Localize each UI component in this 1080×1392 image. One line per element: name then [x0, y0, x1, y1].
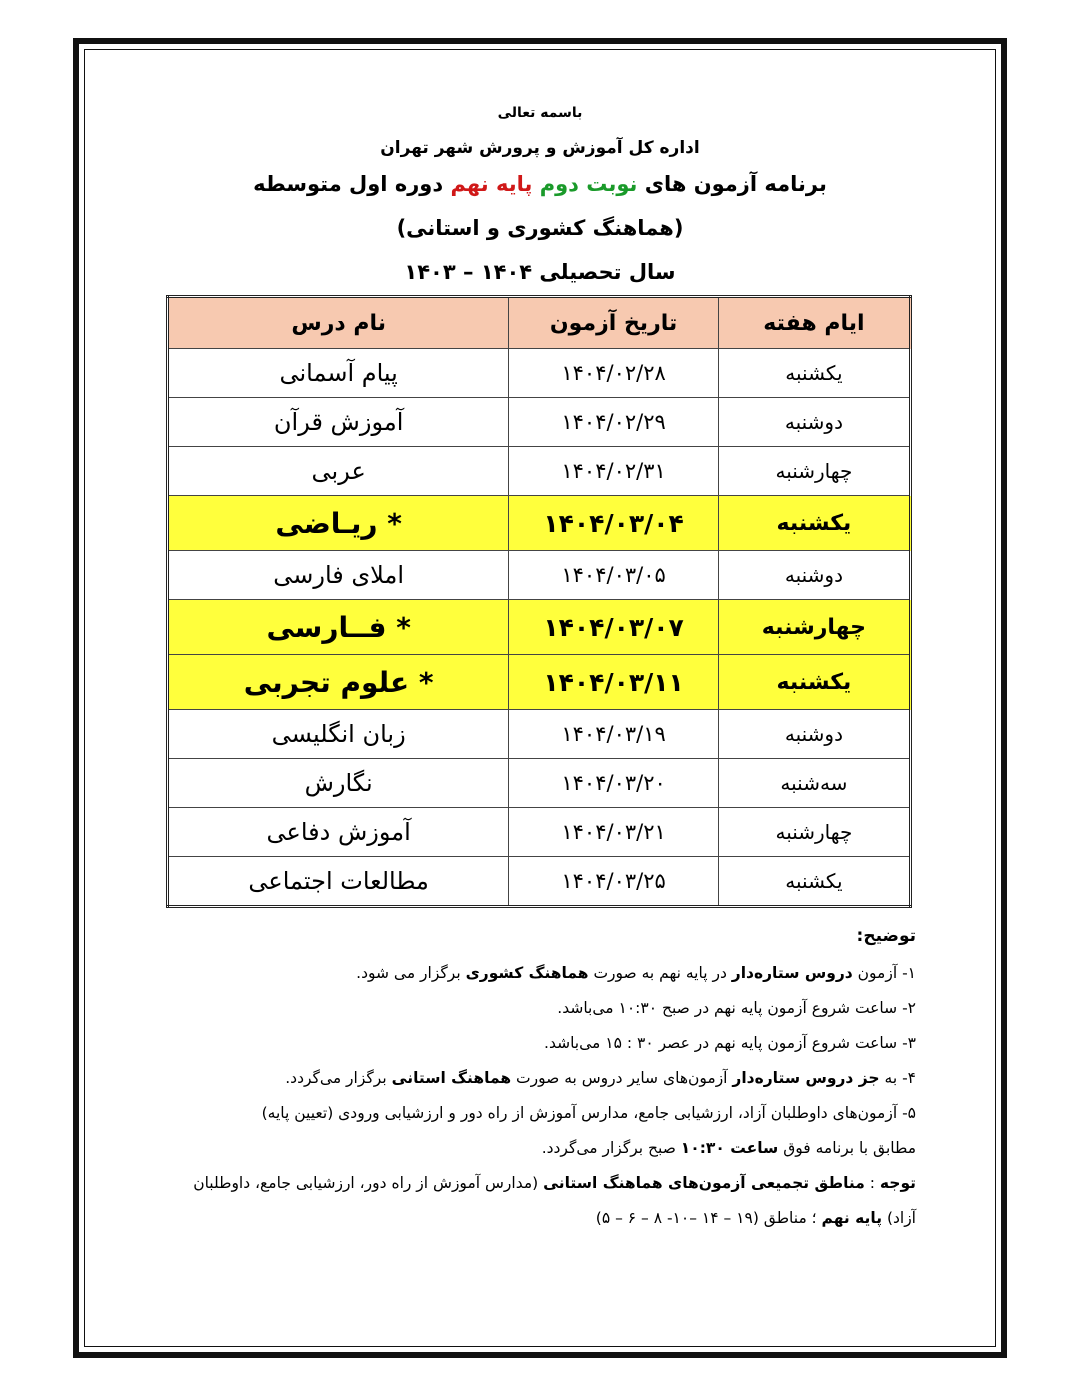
- note-emphasis: جز دروس ستاره‌دار: [732, 1069, 880, 1087]
- note-4: [168, 1061, 916, 1096]
- note-2: ۲- ساعت شروع آزمون پایه نهم در صبح ۱۰:۳۰ می‌باشد.: [557, 999, 916, 1017]
- table-row: [168, 398, 911, 447]
- row-date: ۱۴۰۴/۰۳/۲۵: [509, 857, 719, 907]
- row-day: دوشنبه: [718, 710, 910, 759]
- academic-year: سال تحصیلی ۱۴۰۴ – ۱۴۰۳: [404, 260, 676, 284]
- row-day: دوشنبه: [718, 398, 910, 447]
- row-subject: نگارش: [168, 759, 509, 808]
- row-subject: * فــارسی: [168, 600, 509, 655]
- row-subject: عربی: [168, 447, 509, 496]
- row-subject: آموزش دفاعی: [168, 808, 509, 857]
- row-date: ۱۴۰۴/۰۳/۰۴: [509, 496, 719, 551]
- row-date: ۱۴۰۴/۰۲/۲۹: [509, 398, 719, 447]
- note-5-continued: [168, 1131, 916, 1166]
- notes-section: [168, 926, 916, 1236]
- row-subject: * ریـاضی: [168, 496, 509, 551]
- table-row: [168, 551, 911, 600]
- note-text: برگزار می‌گردد.: [285, 1069, 392, 1087]
- note-text: برگزار می شود.: [356, 964, 466, 982]
- row-date: ۱۴۰۴/۰۳/۰۷: [509, 600, 719, 655]
- row-day: چهارشنبه: [718, 808, 910, 857]
- table-row: [168, 759, 911, 808]
- title-part: دوره اول متوسطه: [253, 172, 451, 196]
- title-grade: پایه نهم: [450, 172, 533, 196]
- note-emphasis: توجه: [879, 1174, 916, 1192]
- note-text: :: [864, 1174, 880, 1192]
- row-date: ۱۴۰۴/۰۳/۲۱: [509, 808, 719, 857]
- exam-schedule-table: [166, 295, 912, 908]
- row-day: چهارشنبه: [718, 600, 910, 655]
- table-header-row: [168, 297, 911, 349]
- table-row: [168, 349, 911, 398]
- row-day: دوشنبه: [718, 551, 910, 600]
- note-3: ۳- ساعت شروع آزمون پایه نهم در عصر ۳۰ : ۱۵ می‌باشد.: [544, 1034, 916, 1052]
- row-day: یکشنبه: [718, 857, 910, 907]
- title-spacer: [532, 172, 539, 196]
- row-subject: پیام آسمانی: [168, 349, 509, 398]
- row-date: ۱۴۰۴/۰۲/۲۸: [509, 349, 719, 398]
- note-text: ۴- به: [879, 1069, 916, 1087]
- title-part: برنامه آزمون های: [637, 172, 827, 196]
- table-row-highlighted: [168, 655, 911, 710]
- note-attention: [168, 1166, 916, 1201]
- title-term: نوبت دوم: [539, 172, 638, 196]
- note-emphasis: هماهنگ استانی: [391, 1069, 512, 1087]
- organization-name: اداره کل آموزش و پرورش شهر تهران: [380, 138, 700, 158]
- note-emphasis: مناطق تجمیعی آزمون‌های هماهنگ استانی: [543, 1174, 865, 1192]
- row-date: ۱۴۰۴/۰۳/۰۵: [509, 551, 719, 600]
- note-attention-continued: [168, 1201, 916, 1236]
- row-subject: مطالعات اجتماعی: [168, 857, 509, 907]
- note-emphasis: ساعت ۱۰:۳۰: [680, 1139, 779, 1157]
- table-row: [168, 808, 911, 857]
- note-5: ۵- آزمون‌های داوطلبان آزاد، ارزشیابی جامع، مدارس آموزش از راه دور و ارزشیابی ورودی (تعیین پایه): [261, 1104, 916, 1122]
- row-day: سه‌شنبه: [718, 759, 910, 808]
- document-title: [0, 172, 1080, 196]
- row-subject: زبان انگلیسی: [168, 710, 509, 759]
- note-text: مطابق با برنامه فوق: [778, 1139, 916, 1157]
- row-subject: * علوم تجربی: [168, 655, 509, 710]
- row-day: یکشنبه: [718, 655, 910, 710]
- note-text: آزمون‌های سایر دروس به صورت: [511, 1069, 733, 1087]
- note-text: ؛ مناطق (۱۹ – ۱۴ –۱۰- ۸ – ۶ – ۵): [595, 1209, 822, 1227]
- note-1: [168, 956, 916, 991]
- header-date: تاریخ آزمون: [509, 297, 719, 349]
- row-day: چهارشنبه: [718, 447, 910, 496]
- row-subject: آموزش قرآن: [168, 398, 509, 447]
- header-day: ایام هفته: [718, 297, 910, 349]
- note-text: صبح برگزار می‌گردد.: [541, 1139, 681, 1157]
- row-day: یکشنبه: [718, 496, 910, 551]
- row-date: ۱۴۰۴/۰۲/۳۱: [509, 447, 719, 496]
- row-date: ۱۴۰۴/۰۳/۱۹: [509, 710, 719, 759]
- document-subtitle: (هماهنگ کشوری و استانی): [396, 216, 684, 240]
- table-row-highlighted: [168, 496, 911, 551]
- header-subject: نام درس: [168, 297, 509, 349]
- table-row: [168, 447, 911, 496]
- row-subject: املای فارسی: [168, 551, 509, 600]
- note-text: در پایه نهم به صورت: [588, 964, 732, 982]
- table-row: [168, 710, 911, 759]
- note-emphasis: پایه نهم: [821, 1209, 883, 1227]
- invocation-line: باسمه تعالی: [497, 105, 583, 121]
- note-text: (مدارس آموزش از راه دور، ارزشیابی جامع، داوطلبان: [193, 1174, 544, 1192]
- notes-title: توضیح:: [856, 926, 916, 946]
- row-date: ۱۴۰۴/۰۳/۱۱: [509, 655, 719, 710]
- note-emphasis: دروس ستاره‌دار: [731, 964, 853, 982]
- note-text: ۱- آزمون: [852, 964, 916, 982]
- note-emphasis: هماهنگ کشوری: [465, 964, 589, 982]
- row-day: یکشنبه: [718, 349, 910, 398]
- table-row: [168, 857, 911, 907]
- table-row-highlighted: [168, 600, 911, 655]
- row-date: ۱۴۰۴/۰۳/۲۰: [509, 759, 719, 808]
- note-text: آزاد): [882, 1209, 916, 1227]
